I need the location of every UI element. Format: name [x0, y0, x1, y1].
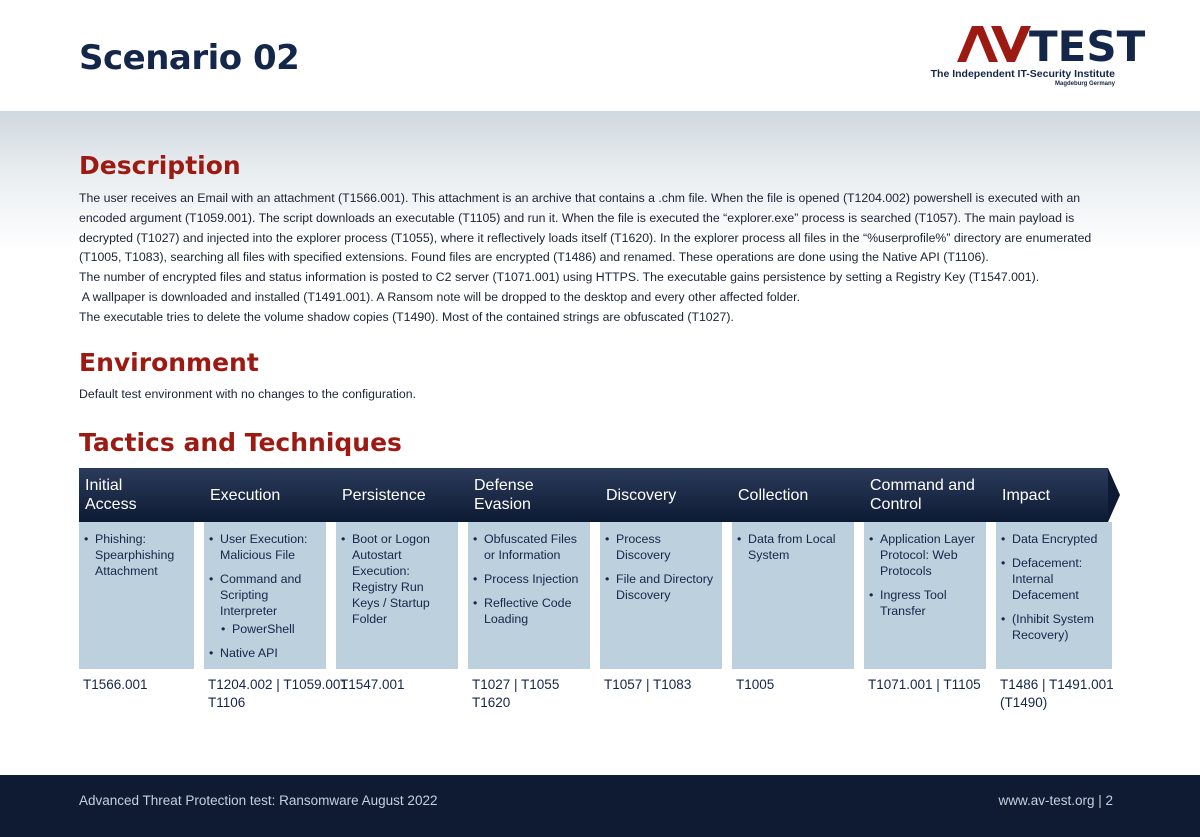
technique-item: • Application Layer Protocol: Web Protocols — [869, 531, 980, 579]
tactic-header — [79, 468, 206, 522]
tactic-header — [458, 468, 602, 522]
environment-text: Default test environment with no changes to the configuration. — [79, 387, 416, 401]
technique-ids — [736, 676, 774, 694]
technique-id-line: T1486 | T1491.001 — [1000, 677, 1114, 692]
tactic-header-label — [854, 468, 986, 522]
technique-item: • File and Directory Discovery — [605, 571, 716, 603]
technique-item: • Native API — [209, 645, 320, 661]
description-heading: Description — [79, 151, 241, 180]
technique-ids — [208, 676, 348, 712]
description-text — [79, 189, 1129, 328]
techniques-box — [864, 522, 986, 669]
environment-heading: Environment — [79, 348, 259, 377]
technique-item: • Defacement: Internal Defacement — [1001, 555, 1106, 603]
technique-id-line: T1005 — [736, 677, 775, 692]
tactic-header-label — [986, 468, 1108, 522]
technique-id-line: T1204.002 | T1059.001 — [208, 677, 348, 692]
technique-ids — [340, 676, 405, 694]
tactic-header-label — [194, 468, 326, 522]
tactic-header-label — [326, 468, 458, 522]
techniques-box — [336, 522, 458, 669]
footer-report-title: Advanced Threat Protection test: Ransomware August 2022 — [79, 793, 438, 808]
techniques-box — [600, 522, 722, 669]
tactic-header-line: Initial — [85, 477, 123, 494]
tactic-header-label — [79, 468, 194, 522]
tactic-header-line: Access — [85, 496, 137, 513]
technique-item: • PowerShell — [221, 621, 320, 637]
tactic-header-line: Defense — [474, 477, 534, 494]
technique-id-line: (T1490) — [1000, 695, 1048, 710]
tactics-heading: Tactics and Techniques — [79, 428, 402, 457]
technique-item: • User Execution: Malicious File — [209, 531, 320, 563]
technique-item: • Ingress Tool Transfer — [869, 587, 980, 619]
tactic-header — [590, 468, 734, 522]
tactic-header-line: Persistence — [342, 486, 426, 504]
tactic-header-label — [722, 468, 854, 522]
page-title: Scenario 02 — [79, 38, 300, 78]
tactic-header — [326, 468, 470, 522]
description-paragraph: A wallpaper is downloaded and installed (T1491.001). A Ransom note will be dropped to the desktop and every other affected folder. — [79, 289, 800, 304]
technique-item: • Reflective Code Loading — [473, 595, 584, 627]
technique-id-line: T1547.001 — [340, 677, 405, 692]
technique-item: • Process Discovery — [605, 531, 716, 563]
tactic-header-line: Control — [870, 496, 922, 513]
techniques-box — [79, 522, 194, 669]
technique-ids — [472, 676, 559, 712]
technique-ids — [868, 676, 981, 694]
tactic-header-label — [590, 468, 722, 522]
page-footer — [0, 775, 1200, 837]
technique-ids — [604, 676, 691, 694]
technique-id-line: T1027 | T1055 — [472, 677, 560, 692]
technique-id-line: T1620 — [472, 695, 511, 710]
technique-item: • Process Injection — [473, 571, 584, 587]
technique-ids — [1000, 676, 1114, 712]
logo-text-test: TEST — [1029, 22, 1146, 71]
technique-item: • Data Encrypted — [1001, 531, 1106, 547]
technique-item: • Phishing: Spearphishing Attachment — [84, 531, 188, 579]
tactic-header-line: Evasion — [474, 496, 531, 513]
tactic-header-line: Discovery — [606, 486, 677, 504]
technique-id-line: T1057 | T1083 — [604, 677, 692, 692]
av-test-logo — [930, 22, 1146, 90]
tactic-header-line: Impact — [1002, 486, 1051, 504]
technique-item: • Command and Scripting Interpreter — [209, 571, 320, 619]
technique-ids — [83, 676, 148, 694]
description-paragraph: The executable tries to delete the volume shadow copies (T1490). Most of the contained strings are obfuscated (T1027). — [79, 309, 734, 324]
description-paragraph: The user receives an Email with an attachment (T1566.001). This attachment is an archive that contains a .chm file. When the file is opened (T1204.002) powershell is executed with an encoded argument (T1059.001). The script downloads an executable (T1105) and run it. When the file is executed the “explorer.exe” process is searched (T1057). The main payload is decrypted (T1027) and injected into the explorer process (T1055), where it reflectively loads itself (T1620). In the explorer process all files in the “%userprofile%” directory are enumerated (T1005, T1083), searching all files with specified extensions. Found files are encrypted (T1486) and renamed. These operations are done using the Native API (T1106). — [79, 191, 1092, 265]
technique-id-line: T1071.001 | T1105 — [868, 677, 981, 692]
description-paragraph: The number of encrypted files and status information is posted to C2 server (T1071.001) using HTTPS. The executable gains persistence by setting a Registry Key (T1547.001). — [79, 270, 1040, 285]
tactic-header — [194, 468, 338, 522]
logo-tagline: The Independent IT-Security Institute — [930, 68, 1115, 80]
techniques-box — [996, 522, 1112, 669]
chevron-right-icon — [1108, 468, 1120, 522]
tactic-header-line: Execution — [210, 486, 281, 504]
tactic-header-line: Command and — [870, 477, 975, 494]
tactic-header — [986, 468, 1120, 522]
techniques-box — [204, 522, 326, 669]
techniques-box — [732, 522, 854, 669]
footer-page-info: www.av-test.org | 2 — [998, 793, 1113, 808]
tactic-header — [722, 468, 866, 522]
logo-mark — [955, 22, 1146, 71]
technique-item: • Boot or Logon Autostart Execution: Registry Run Keys / Startup Folder — [341, 531, 452, 627]
technique-id-line: T1566.001 — [83, 677, 148, 692]
technique-id-line: T1106 — [208, 695, 246, 710]
page-header — [0, 0, 1200, 111]
techniques-box — [468, 522, 590, 669]
technique-item: • Obfuscated Files or Information — [473, 531, 584, 563]
technique-item: • (Inhibit System Recovery) — [1001, 611, 1106, 643]
logo-location: Magdeburg Germany — [1054, 81, 1115, 87]
tactic-header — [854, 468, 998, 522]
technique-item: • Data from Local System — [737, 531, 848, 563]
tactic-header-label — [458, 468, 590, 522]
tactic-header-line: Collection — [738, 486, 809, 504]
